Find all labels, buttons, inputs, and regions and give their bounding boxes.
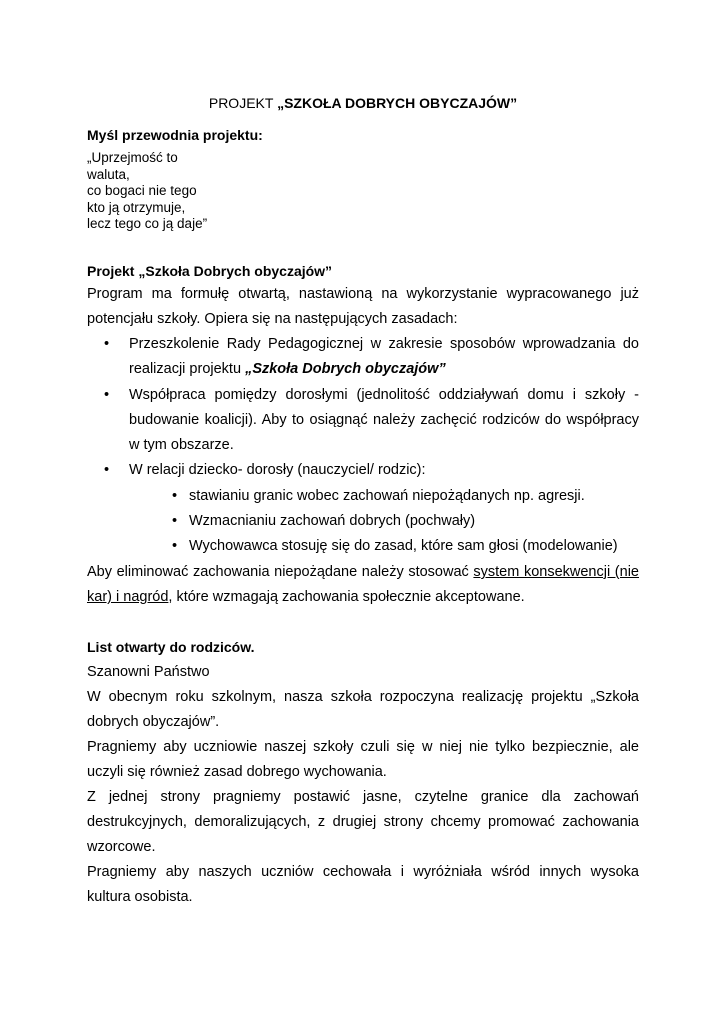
bullet-glyph: • (104, 462, 110, 478)
bullet-glyph: • (104, 387, 110, 403)
motto-line: waluta, (87, 166, 130, 182)
paragraph-line: Pragniemy aby naszych uczniów cechowała i wyróżniała wśród innych wysoka (87, 864, 639, 880)
letter-body (87, 660, 639, 910)
paragraph-line: wzorcowe. (87, 839, 156, 855)
bullet-line: budowanie koalicji). Aby to osiągnąć należy zachęcić rodziców do współpracy (129, 412, 639, 428)
paragraph-line: potencjału szkoły. Opiera się na następujących zasadach: (87, 311, 458, 327)
title-bold: „SZKOŁA DOBRYCH OBYCZAJÓW” (277, 95, 518, 111)
paragraph-line: destrukcyjnych, demoralizujących, z drugiej strony chcemy promować zachowania (87, 814, 639, 830)
motto-heading: Myśl przewodnia projektu: (87, 127, 263, 143)
motto-line: „Uprzejmość to (87, 150, 178, 165)
bullet-glyph: • (172, 513, 178, 529)
bullet-line-prefix: realizacji projektu (129, 361, 246, 377)
motto-line: kto ją otrzymuje, (87, 199, 186, 215)
letter-heading: List otwarty do rodziców. (87, 639, 255, 655)
project-intro (87, 282, 639, 332)
closing-underlined-text: system konsekwencji (nie (473, 564, 639, 580)
sub-bullet-text: stawianiu granic wobec zachowań niepożądanych np. agresji. (189, 488, 585, 504)
bullet-line: Współpraca pomiędzy dorosłymi (jednolitość oddziaływań domu i szkoły - (129, 387, 639, 403)
project-name-emphasis: „Szkoła Dobrych obyczajów” (245, 361, 446, 377)
bullet-line: W relacji dziecko- dorosły (nauczyciel/ rodzic): (129, 462, 426, 478)
project-closing (87, 560, 639, 610)
bullet-glyph: • (172, 538, 178, 554)
letter-greeting: Szanowni Państwo (87, 664, 210, 680)
paragraph-line: Program ma formułę otwartą, nastawioną na wykorzystanie wypracowanego już (87, 286, 639, 302)
sub-bullet-text: Wychowawca stosuję się do zasad, które sam głosi (modelowanie) (189, 538, 618, 554)
project-heading: Projekt „Szkoła Dobrych obyczajów” (87, 263, 333, 279)
paragraph-line: kultura osobista. (87, 889, 193, 905)
motto-line: lecz tego co ją daje” (87, 216, 208, 231)
paragraph-line: dobrych obyczajów”. (87, 714, 220, 730)
bullet-line: Przeszkolenie Rady Pedagogicznej w zakresie sposobów wprowadzania do (129, 336, 639, 352)
paragraph-line: W obecnym roku szkolnym, nasza szkoła rozpoczyna realizację projektu „Szkoła (87, 689, 639, 705)
sub-bullet-text: Wzmacnianiu zachowań dobrych (pochwały) (189, 513, 476, 529)
paragraph-line: Z jednej strony pragniemy postawić jasne, czytelne granice dla zachowań (87, 789, 639, 805)
motto-line: co bogaci nie tego (87, 183, 197, 198)
bullet-line: w tym obszarze. (129, 437, 234, 453)
title-prefix: PROJEKT (208, 95, 278, 111)
document-title (87, 94, 639, 112)
bullet-glyph: • (104, 336, 110, 352)
bullet-glyph: • (172, 488, 178, 504)
paragraph-line: Pragniemy aby uczniowie naszej szkoły czuli się w niej nie tylko bezpiecznie, ale (87, 739, 639, 755)
motto-quote (87, 150, 207, 233)
closing-underlined-text: kar) i nagród (87, 589, 169, 605)
paragraph-line: uczyli się również zasad dobrego wychowania. (87, 764, 387, 780)
closing-text: Aby eliminować zachowania niepożądane należy stosować (87, 564, 474, 580)
closing-text: , które wzmagają zachowania społecznie akceptowane. (168, 589, 525, 605)
